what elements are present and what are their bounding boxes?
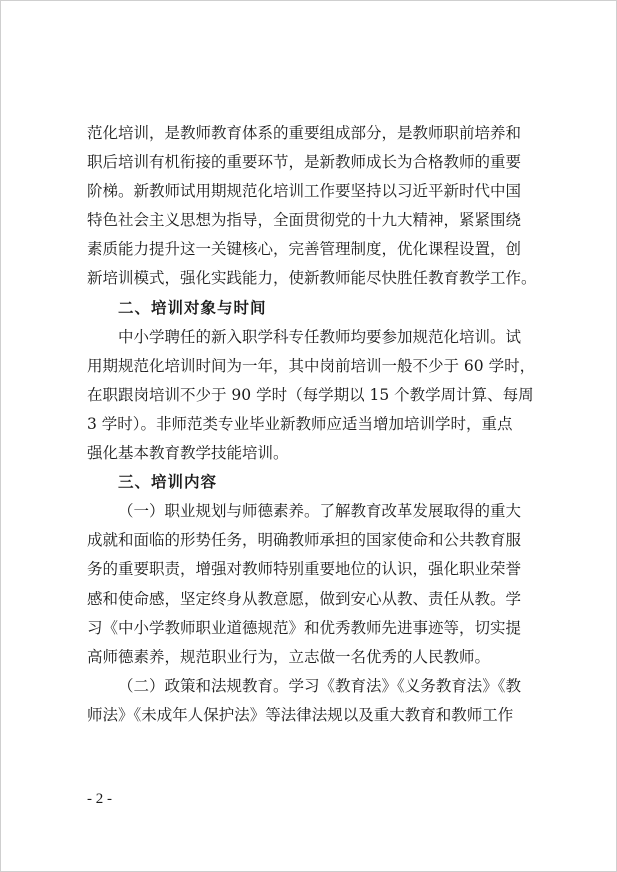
paragraph-line: 务的重要职责，增强对教师特别重要地位的认识，强化职业荣誉 bbox=[87, 560, 522, 579]
paragraph-line: 3 学时）。非师范类专业毕业新教师应适当增加培训学时，重点 bbox=[87, 414, 513, 433]
page-number: - 2 - bbox=[87, 791, 112, 807]
paragraph-line: 成就和面临的形势任务，明确教师承担的国家使命和公共教育服 bbox=[87, 531, 522, 550]
paragraph-line: 高师德素养，规范职业行为，立志做一名优秀的人民教师。 bbox=[87, 647, 491, 666]
section-heading-training-content: 三、培训内容 bbox=[118, 473, 218, 492]
paragraph-line: 习《中小学教师职业道德规范》和优秀教师先进事迹等，切实提 bbox=[87, 618, 522, 637]
paragraph-line: （二）政策和法规教育。学习《教育法》《义务教育法》《教 bbox=[118, 676, 522, 695]
section-heading-training-targets: 二、培训对象与时间 bbox=[118, 298, 267, 317]
paragraph-line: 用期规范化培训时间为一年，其中岗前培训一般不少于 60 学时， bbox=[87, 356, 536, 375]
paragraph-line: 师法》《未成年人保护法》等法律法规以及重大教育和教师工作 bbox=[87, 705, 514, 724]
paragraph-line: （一）职业规划与师德素养。了解教育改革发展取得的重大 bbox=[118, 502, 522, 521]
paragraph-line: 阶梯。新教师试用期规范化培训工作要坚持以习近平新时代中国 bbox=[87, 182, 522, 201]
paragraph-line: 新培训模式，强化实践能力，使新教师能尽快胜任教育教学工作。 bbox=[87, 269, 537, 288]
paragraph-line: 在职跟岗培训不少于 90 学时（每学期以 15 个教学周计算、每周 bbox=[87, 385, 534, 404]
paragraph-line: 特色社会主义思想为指导，全面贯彻党的十九大精神，紧紧围绕 bbox=[87, 211, 522, 230]
paragraph-line: 中小学聘任的新入职学科专任教师均要参加规范化培训。试 bbox=[118, 327, 522, 346]
paragraph-line: 感和使命感，坚定终身从教意愿，做到安心从教、责任从教。学 bbox=[87, 589, 522, 608]
document-body bbox=[87, 119, 543, 730]
paragraph-line: 素质能力提升这一关键核心，完善管理制度，优化课程设置，创 bbox=[87, 240, 522, 259]
paragraph-line: 范化培训，是教师教育体系的重要组成部分，是教师职前培养和 bbox=[87, 124, 522, 142]
paragraph-line: 强化基本教育教学技能培训。 bbox=[87, 444, 289, 463]
paragraph-line: 职后培训有机衔接的重要环节，是新教师成长为合格教师的重要 bbox=[87, 153, 522, 172]
